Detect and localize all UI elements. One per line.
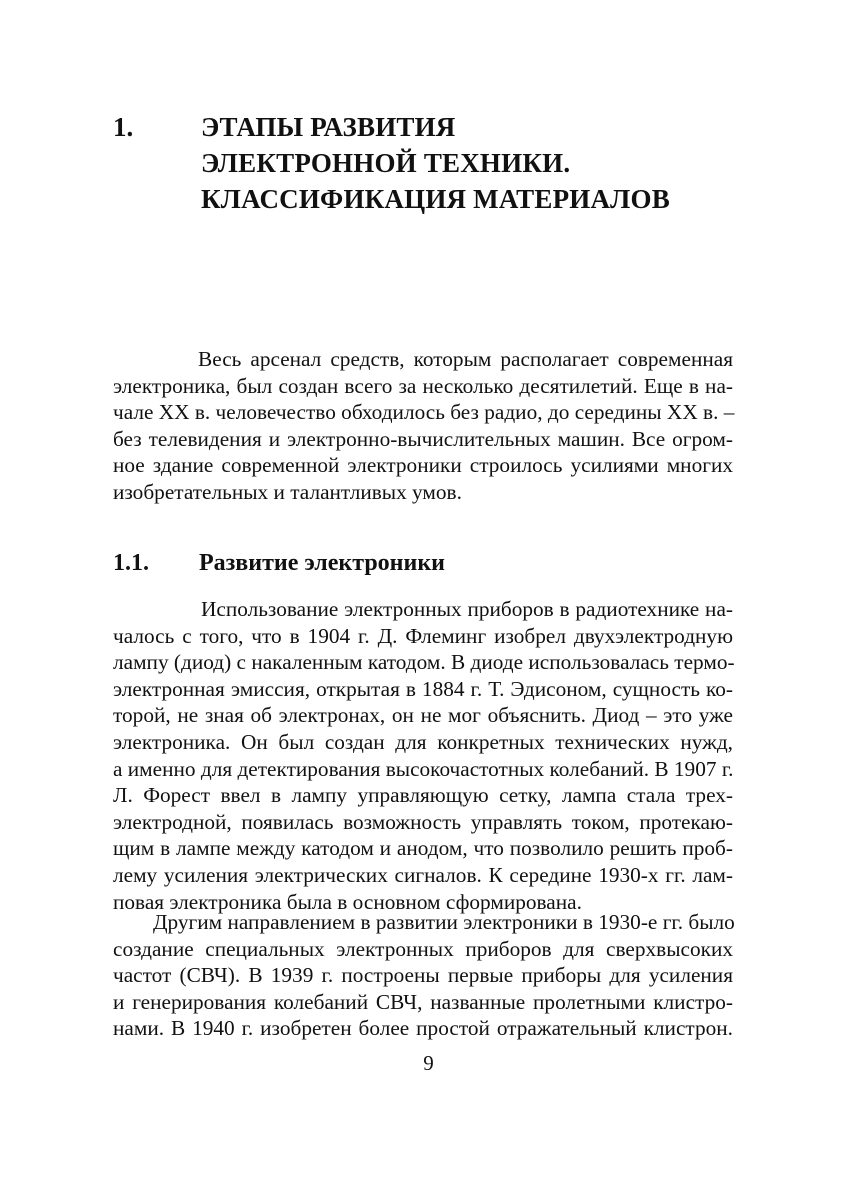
text-line: повая электроника была в основном сформирована.	[113, 889, 582, 914]
text-line: электроника, был создан всего за несколько десятилетий. Еще в на-	[113, 373, 733, 398]
text-line: без телевидения и электронно-вычислительных машин. Все огром-	[113, 426, 733, 451]
text-line: электронная эмиссия, открытая в 1884 г. Т. Эдисоном, сущность ко-	[113, 676, 733, 701]
text-line: изобретательных и талантливых умов.	[113, 479, 462, 504]
text-line: лему усиления электрических сигналов. К середине 1930-х гг. лам-	[113, 862, 733, 887]
body-paragraph	[113, 596, 733, 915]
page-number: 9	[423, 1051, 434, 1075]
chapter-title	[201, 109, 761, 217]
text-line: торой, не зная об электронах, он не мог объяснить. Диод – это уже	[113, 703, 733, 728]
intro-paragraph	[113, 346, 733, 506]
text-line: чалось с того, что в 1904 г. Д. Флеминг изобрел двухэлектродную	[113, 623, 733, 648]
text-line: Другим направлением в развитии электроники в 1930-е гг. было	[153, 910, 735, 934]
text-line: электродной, появилась возможность управлять током, протекаю-	[113, 809, 733, 834]
text-line: Л. Форест ввел в лампу управляющую сетку, лампа стала трех-	[113, 783, 733, 808]
text-line: чале XX в. человечество обходилось без радио, до середины XX в. –	[113, 400, 735, 425]
chapter-title-line: ЭЛЕКТРОННОЙ ТЕХНИКИ.	[201, 148, 571, 178]
chapter-title-line: ЭТАПЫ РАЗВИТИЯ	[201, 112, 456, 142]
body-paragraph	[113, 909, 733, 1042]
section-title: Развитие электроники	[199, 550, 445, 576]
text-line: создание специальных электронных приборов для сверхвысоких	[113, 936, 733, 961]
section-number: 1.1.	[113, 550, 149, 576]
text-line: щим в лампе между катодом и анодом, что позволило решить проб-	[113, 836, 733, 861]
text-line: и генерирования колебаний СВЧ, названные пролетными клистро-	[113, 989, 733, 1014]
text-line: а именно для детектирования высокочастотных колебаний. В 1907 г.	[113, 756, 734, 781]
text-line: частот (СВЧ). В 1939 г. построены первые приборы для усиления	[113, 963, 733, 988]
text-line: Использование электронных приборов в радиотехнике на-	[201, 597, 733, 621]
text-line: Весь арсенал средств, которым располагает современная	[198, 347, 733, 371]
text-line: ное здание современной электроники строилось усилиями многих	[113, 453, 733, 478]
text-line: электроника. Он был создан для конкретных технических нужд,	[113, 729, 733, 754]
chapter-number: 1.	[113, 112, 134, 142]
text-line: лампу (диод) с накаленным катодом. В диоде использовалась термо-	[113, 650, 735, 675]
chapter-title-line: КЛАССИФИКАЦИЯ МАТЕРИАЛОВ	[201, 184, 670, 214]
text-line: нами. В 1940 г. изобретен более простой отражательный клистрон.	[113, 1016, 733, 1041]
